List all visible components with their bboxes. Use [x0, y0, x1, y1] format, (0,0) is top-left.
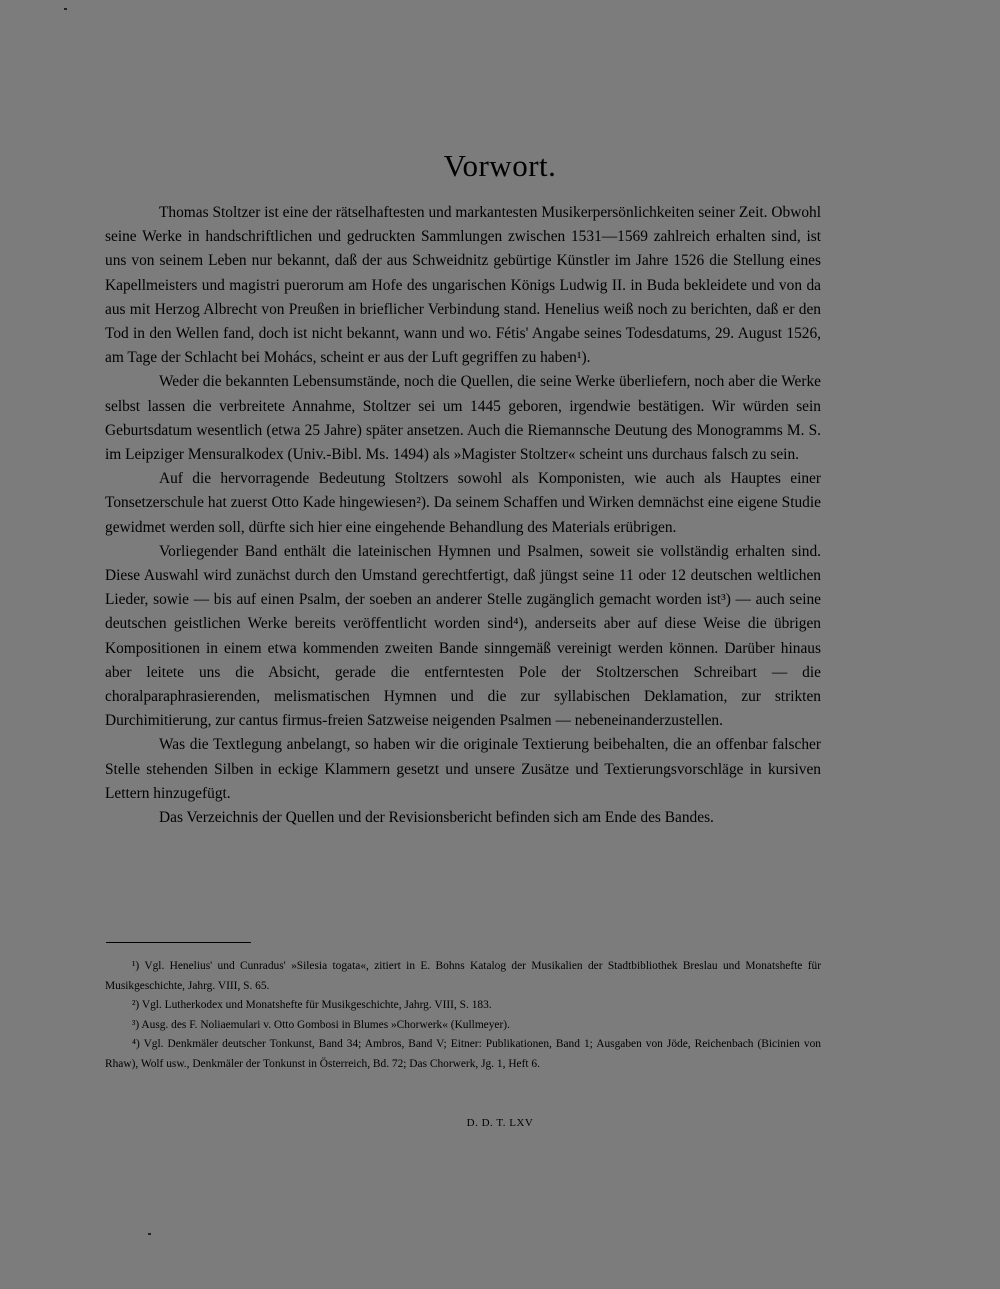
footnote: ¹) Vgl. Henelius' und Cunradus' »Silesia togata«, zitiert in E. Bohns Katalog der Musikalien der Stadtbibliothek Breslau und Monatshefte für Musikgeschichte, Jahrg. VIII, S. 65. — [105, 960, 821, 992]
printer-signature: D. D. T. LXV — [466, 1117, 534, 1129]
scan-speck — [64, 8, 67, 10]
paragraph: Was die Textlegung anbelangt, so haben wir die originale Textierung beibehalten, die an offenbar falscher Stelle stehenden Silben in eckige Klammern gesetzt und unsere Zusätze und Textierungsvorschläge in kursiven Lettern hinzugefügt. — [105, 736, 821, 802]
paragraph: Vorliegender Band enthält die lateinischen Hymnen und Psalmen, soweit sie vollständig erhalten sind. Diese Auswahl wird zunächst durch den Umstand gerechtfertigt, daß jüngst seine 11 oder 12 deutschen weltlichen Lieder, sowie — bis auf einen Psalm, der soeben an anderer Stelle zugänglich gemacht worden ist³) — auch seine deutschen geistlichen Werke bereits veröffentlicht worden sind⁴), anderseits aber auf diese Weise die übrigen Kompositionen in einem etwa kommenden zweiten Bande sinngemäß vereinigt werden können. Darüber hinaus aber leitete uns die Absicht, gerade die entferntesten Pole der Stoltzerschen Schreibart — die choralparaphrasierenden, melismatischen Hymnen und die zur syllabischen Deklamation, zur strikten Durchimitierung, zur cantus firmus-freien Satzweise neigenden Psalmen — nebeneinanderzustellen. — [105, 542, 821, 730]
footnote: ⁴) Vgl. Denkmäler deutscher Tonkunst, Band 34; Ambros, Band V; Eitner: Publikationen, Band 1; Ausgaben von Jöde, Reichenbach (Bicinien von Rhaw), Wolf usw., Denkmäler der Tonkunst in Österreich, Bd. 72; Das Chorwerk, Jg. 1, Heft 6. — [105, 1038, 821, 1070]
preface-body — [105, 201, 821, 830]
paragraph: Das Verzeichnis der Quellen und der Revisionsbericht befinden sich am Ende des Bandes. — [159, 809, 714, 827]
footnotes — [105, 957, 821, 1074]
paragraph: Auf die hervorragende Bedeutung Stoltzers sowohl als Komponisten, wie auch als Hauptes einer Tonsetzerschule hat zuerst Otto Kade hingewiesen²). Da seinem Schaffen und Wirken demnächst eine eigene Studie gewidmet werden soll, dürfte sich hier eine eingehende Behandlung des Materials erübrigen. — [105, 470, 821, 536]
paragraph: Thomas Stoltzer ist eine der rätselhaftesten und markantesten Musikerpersönlichkeiten seiner Zeit. Obwohl seine Werke in handschriftlichen und gedruckten Sammlungen zwischen 1531—1569 zahlreich erhalten sind, ist uns von seinem Leben nur bekannt, daß der aus Schweidnitz gebürtige Künstler im Jahre 1526 die Stellung eines Kapellmeisters und magistri puerorum am Hofe des ungarischen Königs Ludwig II. in Buda bekleidete und von da aus mit Herzog Albrecht von Preußen in brieflicher Verbindung stand. Henelius weiß noch zu berichten, daß er den Tod in den Wellen fand, doch ist nicht bekannt, wann und wo. Fétis' Angabe seines Todesdatums, 29. August 1526, am Tage der Schlacht bei Mohács, scheint er aus der Luft gegriffen zu haben¹). — [105, 204, 821, 367]
paragraph: Weder die bekannten Lebensumstände, noch die Quellen, die seine Werke überliefern, noch aber die Werke selbst lassen die verbreitete Annahme, Stoltzer sei um 1445 geboren, irgendwie bestätigen. Wir würden sein Geburtsdatum wesentlich (etwa 25 Jahre) später ansetzen. Auch die Riemannsche Deutung des Monogramms M. S. im Leipziger Mensuralkodex (Univ.-Bibl. Ms. 1494) als »Magister Stoltzer« scheint uns durchaus falsch zu sein. — [105, 373, 821, 464]
footnote-rule — [106, 942, 251, 943]
footnote: ³) Ausg. des F. Noliaemulari v. Otto Gombosi in Blumes »Chorwerk« (Kullmeyer). — [132, 1018, 510, 1031]
page-title: Vorwort. — [443, 148, 557, 183]
scan-speck — [148, 1233, 151, 1235]
footnote: ²) Vgl. Lutherkodex und Monatshefte für Musikgeschichte, Jahrg. VIII, S. 183. — [132, 999, 492, 1011]
